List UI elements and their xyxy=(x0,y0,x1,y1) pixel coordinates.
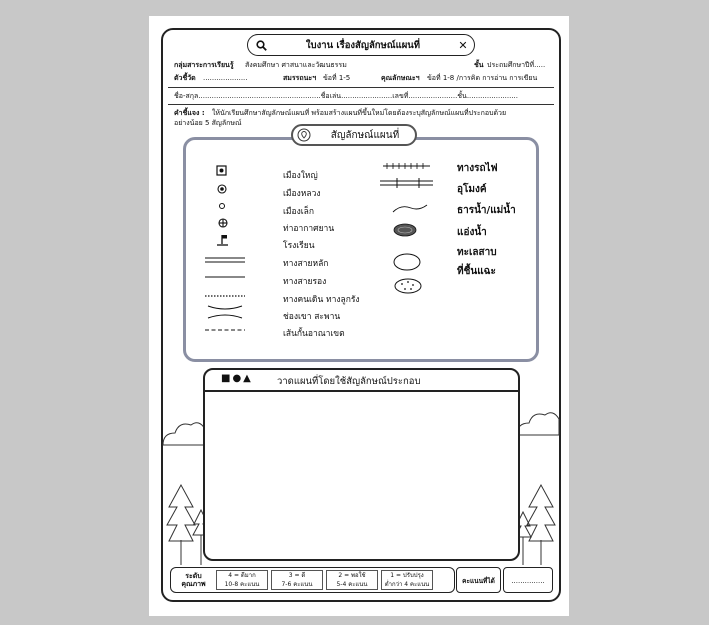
shapes-icon: ■●▲ xyxy=(221,373,253,384)
competency-label: สมรรถนะฯ xyxy=(283,74,317,82)
airport-icon xyxy=(219,219,227,227)
rubric-level: 2 = พอใช้ 5-4 คะแนน xyxy=(326,570,378,590)
cloud-left-icon xyxy=(163,423,205,445)
legend-right-item: ทางรถไฟ xyxy=(457,163,498,174)
worksheet-title: ใบงาน เรื่องสัญลักษณ์แผนที่ xyxy=(305,39,421,51)
pond-icon xyxy=(394,224,416,236)
rubric-bar xyxy=(170,567,455,593)
school-icon xyxy=(217,235,228,245)
legend-left-item: ทางสายรอง xyxy=(283,277,327,287)
location-pin-icon xyxy=(293,128,315,142)
legend-left-symbols xyxy=(200,162,255,337)
score-label: คะแนนที่ได้ xyxy=(456,567,501,593)
close-icon: ✕ xyxy=(458,38,468,52)
legend-left-item: โรงเรียน xyxy=(283,241,315,251)
tunnel-icon xyxy=(380,178,433,188)
cloud-right-icon xyxy=(517,413,559,435)
legend-left-item: เมืองใหญ่ xyxy=(283,171,318,181)
legend-left-item: เมืองเล็ก xyxy=(283,207,315,217)
drawing-area-title: วาดแผนที่โดยใช้สัญลักษณ์ประกอบ xyxy=(277,376,421,387)
big-city-icon xyxy=(217,166,226,175)
instruction-line1: ให้นักเรียนศึกษาสัญลักษณ์แผนที่ พร้อมสร้างแผนที่ขึ้นใหม่โดยต้องระบุสัญลักษณ์แผนที่ประกอบด้วย xyxy=(212,109,507,117)
indicator-label: ตัวชี้วัด xyxy=(174,74,196,82)
trait-value: ข้อที่ 1-8 /การคิด การอ่าน การเขียน xyxy=(427,74,538,82)
pass-bridge-icon xyxy=(208,306,242,318)
competency-value: ข้อที่ 1-5 xyxy=(323,74,351,82)
instruction-label: คำชี้แจง : xyxy=(174,109,205,117)
main-road-icon xyxy=(205,258,245,262)
legend-title: สัญลักษณ์แผนที่ xyxy=(330,129,400,141)
river-icon xyxy=(393,205,427,212)
search-icon xyxy=(248,40,274,51)
legend-right-item: ที่ชื้นแฉะ xyxy=(457,266,496,277)
level-value: ประถมศึกษาปีที่..... xyxy=(487,61,546,69)
title-searchbar xyxy=(247,34,475,56)
group-label: กลุ่มสาระการเรียนรู้ xyxy=(174,61,234,69)
legend-left-item: ช่องเขา สะพาน xyxy=(283,312,341,322)
legend-right-symbols xyxy=(375,158,440,298)
legend-right-item: ทะเลสาบ xyxy=(457,247,497,258)
tree-left-icon xyxy=(167,485,195,541)
level-label: ชั้น xyxy=(474,61,484,69)
small-city-icon xyxy=(220,204,225,209)
drawing-area[interactable] xyxy=(203,368,520,561)
trait-label: คุณลักษณะฯ xyxy=(381,74,420,82)
rubric-label: ระดับ คุณภาพ xyxy=(181,572,206,588)
legend-left-item: ท่าอากาศยาน xyxy=(283,224,335,234)
legend-title-bar xyxy=(291,124,417,146)
legend-left-item: เมืองหลวง xyxy=(283,189,321,199)
divider-top xyxy=(168,87,554,88)
score-field[interactable]: ............... xyxy=(503,567,553,593)
divider-bottom xyxy=(168,104,554,105)
lake-icon xyxy=(394,254,420,270)
rubric-level: 4 = ดีมาก 10-8 คะแนน xyxy=(216,570,268,590)
drawing-area-header xyxy=(205,370,518,392)
name-line: ชื่อ-สกุล.......................................................ชื่อเล่น.......................เลขที่......................ชั้น....................... xyxy=(174,92,519,100)
instruction-line2: อย่างน้อย 5 สัญลักษณ์ xyxy=(174,119,242,127)
capital-city-icon xyxy=(218,185,226,193)
tree-right-icon xyxy=(527,485,555,541)
legend-left-item: ทางคนเดิน ทางลูกรัง xyxy=(283,295,360,305)
railway-icon xyxy=(383,163,430,169)
group-value: สังคมศึกษา ศาสนาและวัฒนธรรม xyxy=(245,61,347,69)
indicator-value: .................... xyxy=(203,74,248,82)
legend-right-item: แอ่งน้ำ xyxy=(457,227,487,238)
legend-right-item: ธารน้ำ/แม่น้ำ xyxy=(457,205,516,216)
legend-left-item: เส้นกั้นอาณาเขต xyxy=(283,329,345,339)
legend-right-item: อุโมงค์ xyxy=(457,184,487,195)
rubric-level: 3 = ดี 7-6 คะแนน xyxy=(271,570,323,590)
swamp-icon xyxy=(395,279,421,293)
rubric-level: 1 = ปรับปรุง ต่ำกว่า 4 คะแนน xyxy=(381,570,433,590)
legend-left-item: ทางสายหลัก xyxy=(283,259,329,269)
